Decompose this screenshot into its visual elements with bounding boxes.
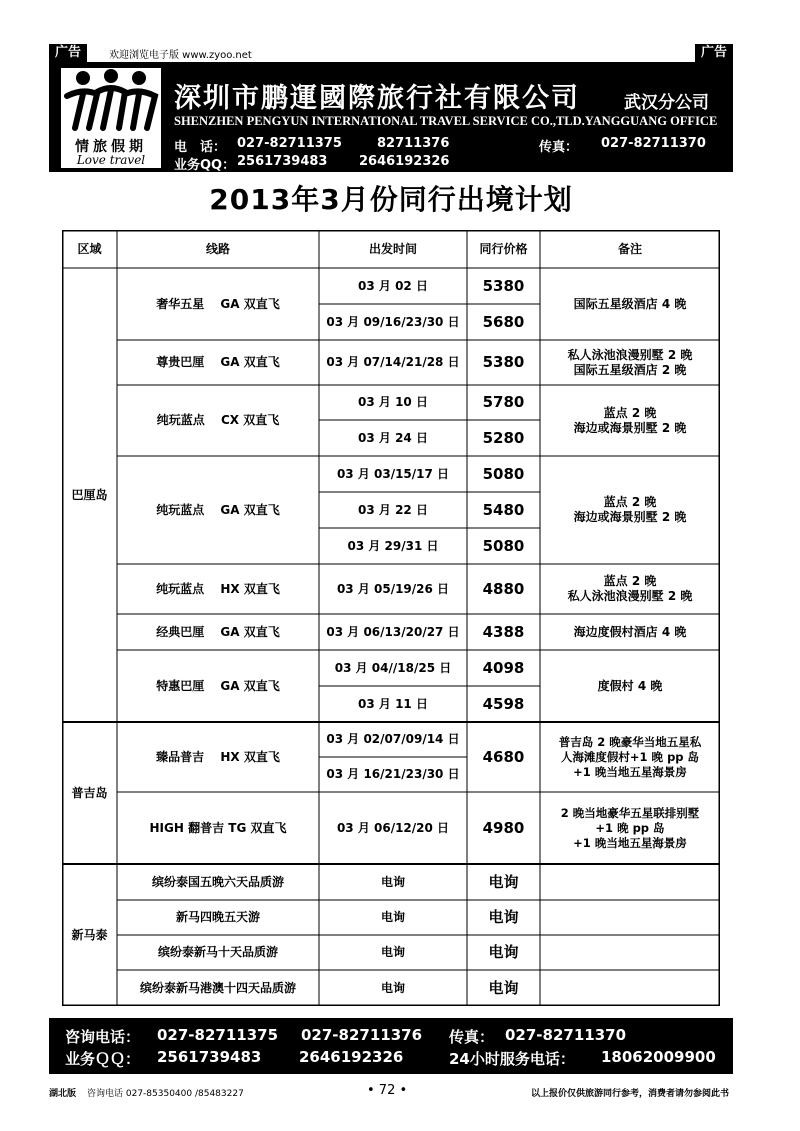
qq-1: 2561739483 (237, 154, 328, 169)
date-cell: 03 月 10 日 (358, 395, 428, 409)
date-cell: 03 月 24 日 (358, 430, 428, 445)
date-cell: 电询 (380, 945, 405, 959)
ad-badge-left: 广告 (49, 44, 87, 62)
consult-phone-1: 027-82711375 (157, 1026, 279, 1044)
route-cell: 纯玩蓝点 CX 双直飞 (156, 413, 280, 427)
company-logo (61, 68, 161, 168)
date-cell: 03 月 02/07/09/14 日 (326, 732, 460, 746)
region-xinmatai: 新马泰 (71, 927, 108, 942)
header-price: 同行价格 (479, 241, 528, 256)
fax-label: 传真： (539, 140, 579, 155)
region-phuket: 普吉岛 (71, 785, 108, 800)
price-cell: 5080 (482, 536, 525, 555)
price-cell: 5780 (482, 393, 525, 411)
date-cell: 03 月 07/14/21/28 日 (326, 355, 460, 369)
hotline-number: 18062009900 (601, 1048, 716, 1066)
route-cell: 缤纷泰新马港澳十四天品质游 (139, 980, 296, 995)
price-cell: 4880 (482, 579, 525, 598)
header-note: 备注 (617, 241, 642, 256)
ad-badge-right: 广告 (695, 44, 733, 62)
bottom-line (49, 1080, 733, 1104)
note-cell: 国际五星级酒店 4 晚 (573, 296, 687, 311)
fax-number: 027-82711370 (601, 136, 706, 151)
date-cell: 03 月 06/12/20 日 (336, 820, 450, 835)
header-depart: 出发时间 (368, 241, 417, 256)
note-cell: 私人泳池浪漫别墅 2 晚 国际五星级酒店 2 晚 (567, 347, 693, 377)
header-region: 区域 (77, 241, 102, 256)
price-cell: 5680 (482, 312, 525, 331)
price-cell: 5080 (482, 464, 525, 483)
price-cell: 电询 (488, 908, 519, 926)
price-cell: 4980 (482, 818, 525, 837)
company-header (49, 62, 733, 172)
route-cell: 臻品普吉 HX 双直飞 (156, 749, 280, 764)
hotline-label: 24小时服务电话： (449, 1050, 575, 1068)
company-name-en: SHENZHEN PENGYUN INTERNATIONAL TRAVEL SERVICE CO.,TLD.YANGGUANG OFFICE (174, 114, 718, 128)
disclaimer: 以上报价仅供旅游同行参考，消费者请勿参阅此书 (530, 1089, 729, 1099)
date-cell: 03 月 04//18/25 日 (334, 660, 452, 675)
footer-fax-label: 传真： (449, 1028, 495, 1046)
consult-phone-2: 027-82711376 (301, 1026, 423, 1044)
price-cell: 4388 (482, 622, 525, 641)
logo-slogan: Love travel (76, 153, 146, 167)
region-bali: 巴厘岛 (71, 487, 108, 502)
qq-label: 业务QQ： (174, 158, 236, 173)
date-cell: 电询 (380, 874, 405, 889)
page-title: 2013年3月份同行出境计划 (209, 183, 573, 216)
phone-1: 027-82711375 (237, 136, 342, 151)
note-cell: 蓝点 2 晚 海边或海景别墅 2 晚 (573, 405, 687, 435)
phone-2: 82711376 (377, 136, 450, 151)
company-name-cn: 深圳市鹏運國際旅行社有限公司 (174, 83, 580, 114)
footer-qq-1: 2561739483 (157, 1048, 262, 1066)
date-cell: 03 月 16/21/23/30 日 (326, 767, 460, 781)
price-cell: 5380 (482, 353, 525, 371)
date-cell: 03 月 22 日 (358, 502, 428, 517)
note-cell: 2 晚当地豪华五星联排别墅 +1 晚 pp 岛 +1 晚当地五星海景房 (560, 805, 700, 850)
page-number: • 72 • (367, 1083, 408, 1098)
route-cell: 缤纷泰国五晚六天品质游 (151, 874, 284, 889)
date-cell: 03 月 02 日 (358, 278, 428, 293)
route-cell: 缤纷泰新马十天品质游 (157, 945, 278, 959)
price-cell: 4680 (482, 747, 525, 766)
note-cell: 蓝点 2 晚 海边或海景别墅 2 晚 (573, 495, 687, 524)
top-bar (49, 44, 733, 62)
date-cell: 电询 (380, 980, 405, 995)
date-cell: 03 月 29/31 日 (347, 538, 439, 553)
date-cell: 03 月 11 日 (358, 696, 428, 711)
bottom-contact: 咨询电话 027-85350400 /85483227 (87, 1089, 244, 1099)
route-cell: HIGH 翻普吉 TG 双直飞 (149, 820, 287, 835)
price-cell: 电询 (488, 978, 519, 997)
contact-footer (49, 1018, 733, 1074)
logo-text: 情旅假期 (75, 139, 147, 155)
price-cell: 5480 (482, 500, 525, 519)
date-cell: 03 月 05/19/26 日 (336, 581, 450, 596)
qq-2: 2646192326 (359, 154, 450, 169)
route-cell: 新马四晚五天游 (175, 910, 260, 924)
date-cell: 03 月 06/13/20/27 日 (326, 624, 460, 639)
price-cell: 5380 (482, 276, 525, 295)
edition-label: 湖北版 (49, 1089, 77, 1099)
route-cell: 奢华五星 GA 双直飞 (156, 296, 280, 311)
note-cell: 蓝点 2 晚 私人泳池浪漫别墅 2 晚 (567, 574, 693, 603)
price-cell: 电询 (488, 872, 519, 891)
footer-fax: 027-82711370 (505, 1026, 627, 1044)
note-cell: 海边度假村酒店 4 晚 (573, 624, 687, 639)
tour-table (62, 230, 720, 1006)
date-cell: 电询 (380, 910, 405, 924)
route-cell: 经典巴厘 GA 双直飞 (156, 624, 280, 639)
dancing-figures-icon (61, 68, 161, 134)
phone-label: 电 话： (174, 140, 227, 155)
branch-name: 武汉分公司 (624, 93, 709, 113)
note-cell: 普吉岛 2 晚豪华当地五星私 人海滩度假村+1 晚 pp 岛 +1 晚当地五星海景房 (558, 734, 702, 779)
route-cell: 纯玩蓝点 GA 双直飞 (156, 502, 280, 517)
footer-qq-label: 业务ＱＱ： (65, 1050, 141, 1068)
note-cell: 度假村 4 晚 (597, 678, 663, 693)
url-text[interactable]: 欢迎浏览电子版 www.zyoo.net (109, 50, 252, 61)
footer-qq-2: 2646192326 (299, 1048, 404, 1066)
consult-label: 咨询电话： (65, 1028, 141, 1046)
date-cell: 03 月 09/16/23/30 日 (326, 314, 460, 329)
price-cell: 4598 (482, 694, 525, 713)
route-cell: 纯玩蓝点 HX 双直飞 (156, 581, 280, 596)
route-cell: 尊贵巴厘 GA 双直飞 (156, 355, 280, 369)
route-cell: 特惠巴厘 GA 双直飞 (156, 678, 280, 693)
price-cell: 5280 (482, 428, 525, 447)
price-cell: 4098 (482, 658, 525, 677)
date-cell: 03 月 03/15/17 日 (336, 466, 450, 481)
price-cell: 电询 (488, 943, 519, 961)
header-route: 线路 (205, 241, 230, 256)
